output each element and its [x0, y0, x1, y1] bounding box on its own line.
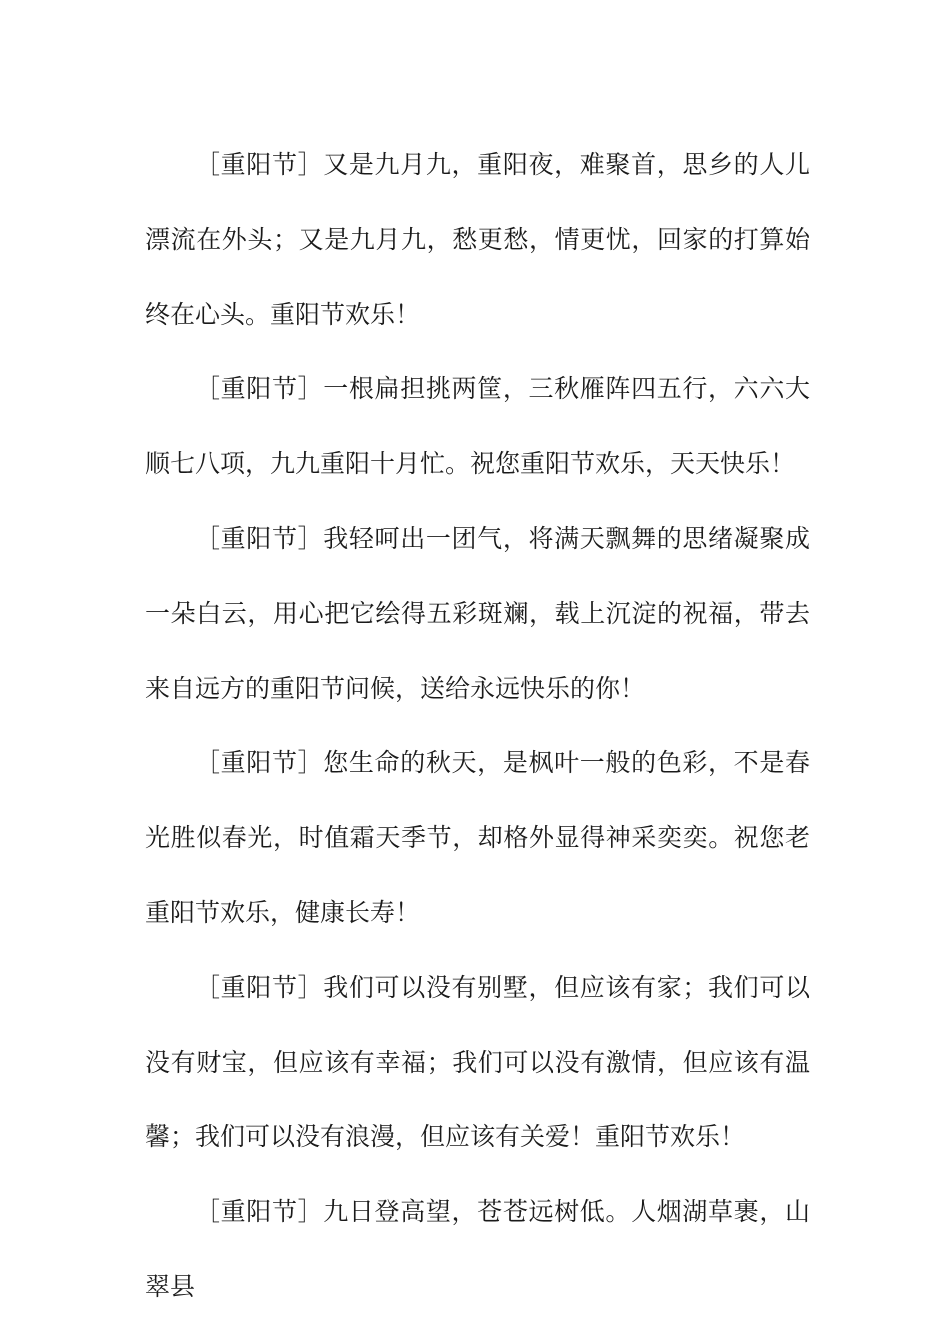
paragraph-5: ［重阳节］我们可以没有别墅，但应该有家；我们可以没有财宝，但应该有幸福；我们可以没有激情，但应该有温馨；我们可以没有浪漫，但应该有关爱！重阳节欢乐！ — [145, 972, 810, 1152]
paragraph-1: ［重阳节］又是九月九，重阳夜，难聚首，思乡的人儿漂流在外头；又是九月九，愁更愁，情更忧，回家的打算始终在心头。重阳节欢乐！ — [145, 150, 810, 329]
paragraph-2: ［重阳节］一根扁担挑两筐，三秋雁阵四五行，六六大顺七八项，九九重阳十月忙。祝您重阳节欢乐，天天快乐！ — [145, 374, 810, 479]
paragraph-4: ［重阳节］您生命的秋天，是枫叶一般的色彩，不是春光胜似春光，时值霜天季节，却格外显得神采奕奕。祝您老重阳节欢乐，健康长寿！ — [145, 748, 810, 927]
document-body — [145, 128, 810, 1325]
paragraph-3: ［重阳节］我轻呵出一团气，将满天飘舞的思绪凝聚成一朵白云，用心把它绘得五彩斑斓，载上沉淀的祝福，带去来自远方的重阳节问候，送给永远快乐的你！ — [145, 523, 810, 703]
paragraph-6: ［重阳节］九日登高望，苍苍远树低。人烟湖草裹，山翠县 — [145, 1197, 810, 1301]
